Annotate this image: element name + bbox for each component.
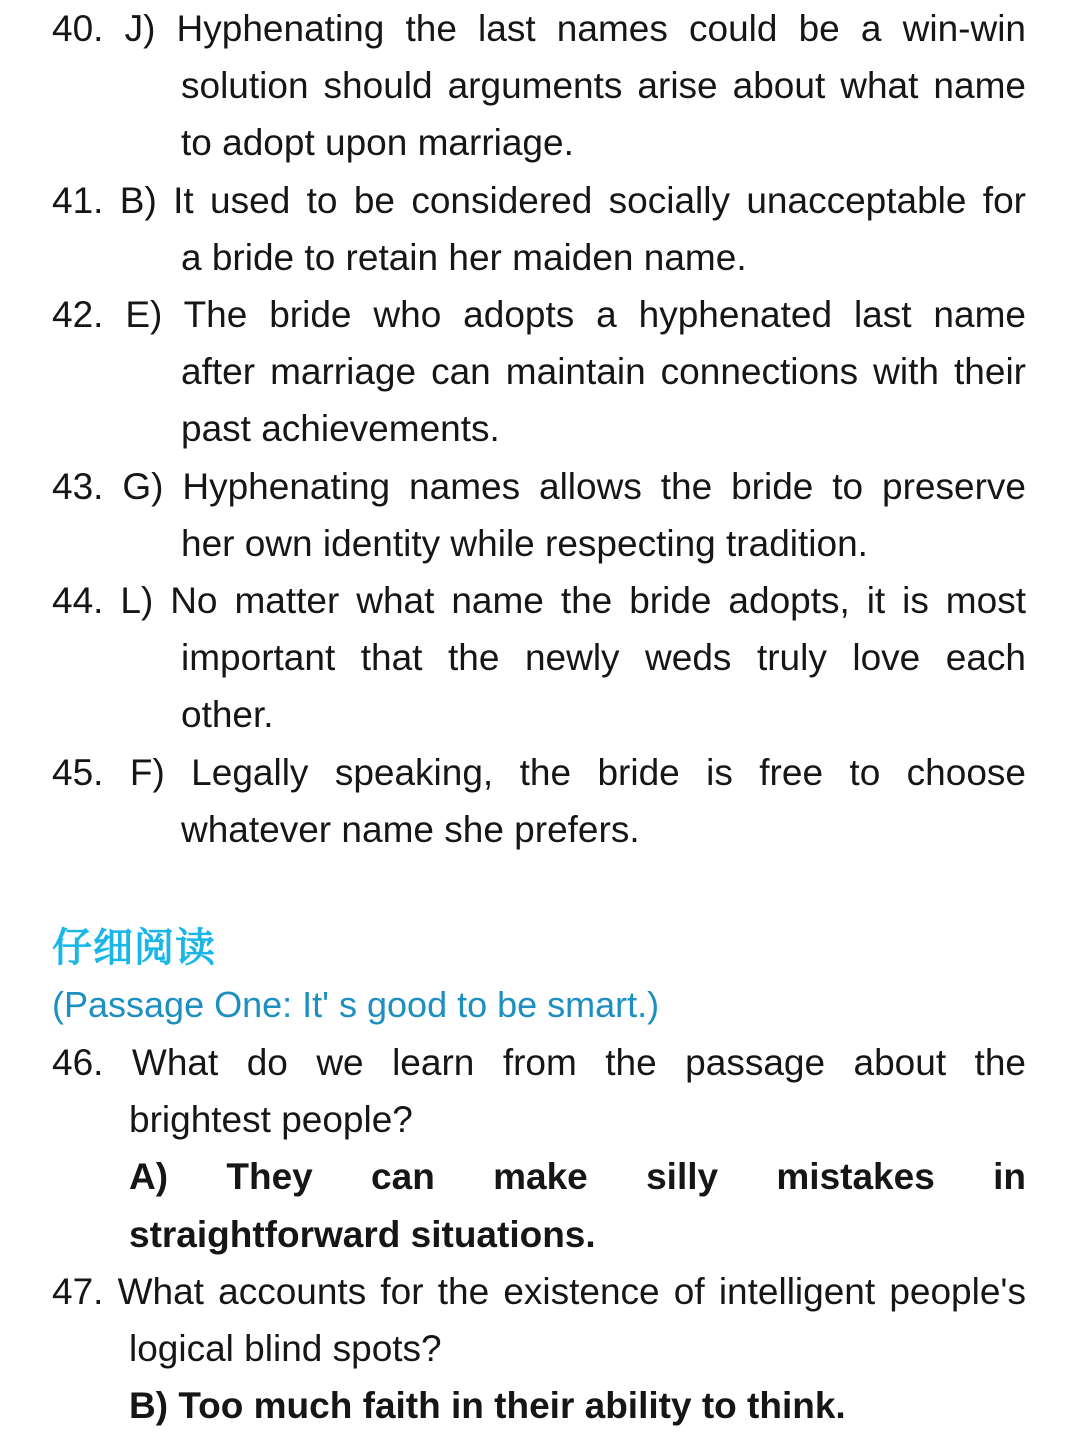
answer-line: 41. B) It used to be considered socially unacceptable for bbox=[52, 179, 1026, 221]
answer-line: other. bbox=[181, 694, 274, 736]
answer-line: whatever name she prefers. bbox=[181, 808, 640, 850]
answer-line: to adopt upon marriage. bbox=[181, 122, 574, 164]
answer-item-44 bbox=[52, 572, 1026, 744]
answer-item-45 bbox=[52, 744, 1026, 858]
answer-line: after marriage can maintain connections with their bbox=[181, 351, 1026, 393]
question-line: brightest people? bbox=[129, 1099, 413, 1141]
answer-item-43 bbox=[52, 458, 1026, 572]
answer-line: 45. F) Legally speaking, the bride is free to choose bbox=[52, 751, 1026, 793]
answer-line: past achievements. bbox=[181, 408, 500, 450]
matching-answers bbox=[52, 0, 1026, 858]
question-line: logical blind spots? bbox=[129, 1328, 442, 1370]
answer-line: 42. E) The bride who adopts a hyphenated last name bbox=[52, 294, 1026, 336]
answer-line: important that the newly weds truly love each bbox=[181, 637, 1026, 679]
answer-line: 43. G) Hyphenating names allows the bride to preserve bbox=[52, 465, 1026, 507]
section-title: 仔细阅读 bbox=[52, 925, 216, 972]
answer-item-41 bbox=[52, 172, 1026, 286]
question-line: 46. What do we learn from the passage about the bbox=[52, 1042, 1026, 1084]
answer-choice-line: straightforward situations. bbox=[129, 1213, 596, 1255]
answer-line: 44. L) No matter what name the bride adopts, it is most bbox=[52, 580, 1026, 622]
answer-choice-line: A) They can make silly mistakes in bbox=[129, 1156, 1026, 1198]
answer-choice bbox=[52, 1377, 1026, 1434]
answer-item-40 bbox=[52, 0, 1026, 172]
question-47 bbox=[52, 1263, 1026, 1434]
answer-line: solution should arguments arise about what name bbox=[181, 65, 1026, 107]
answer-line: her own identity while respecting tradition. bbox=[181, 522, 868, 564]
question-46 bbox=[52, 1034, 1026, 1263]
answer-line: 40. J) Hyphenating the last names could be a win-win bbox=[52, 8, 1026, 49]
question-line: 47. What accounts for the existence of intelligent people's bbox=[52, 1270, 1026, 1312]
answer-choice bbox=[52, 1148, 1026, 1262]
answer-choice-line: B) Too much faith in their ability to think. bbox=[129, 1385, 846, 1427]
passage-title: (Passage One: It' s good to be smart.) bbox=[52, 984, 660, 1026]
answer-item-42 bbox=[52, 286, 1026, 458]
answer-line: a bride to retain her maiden name. bbox=[181, 236, 747, 278]
